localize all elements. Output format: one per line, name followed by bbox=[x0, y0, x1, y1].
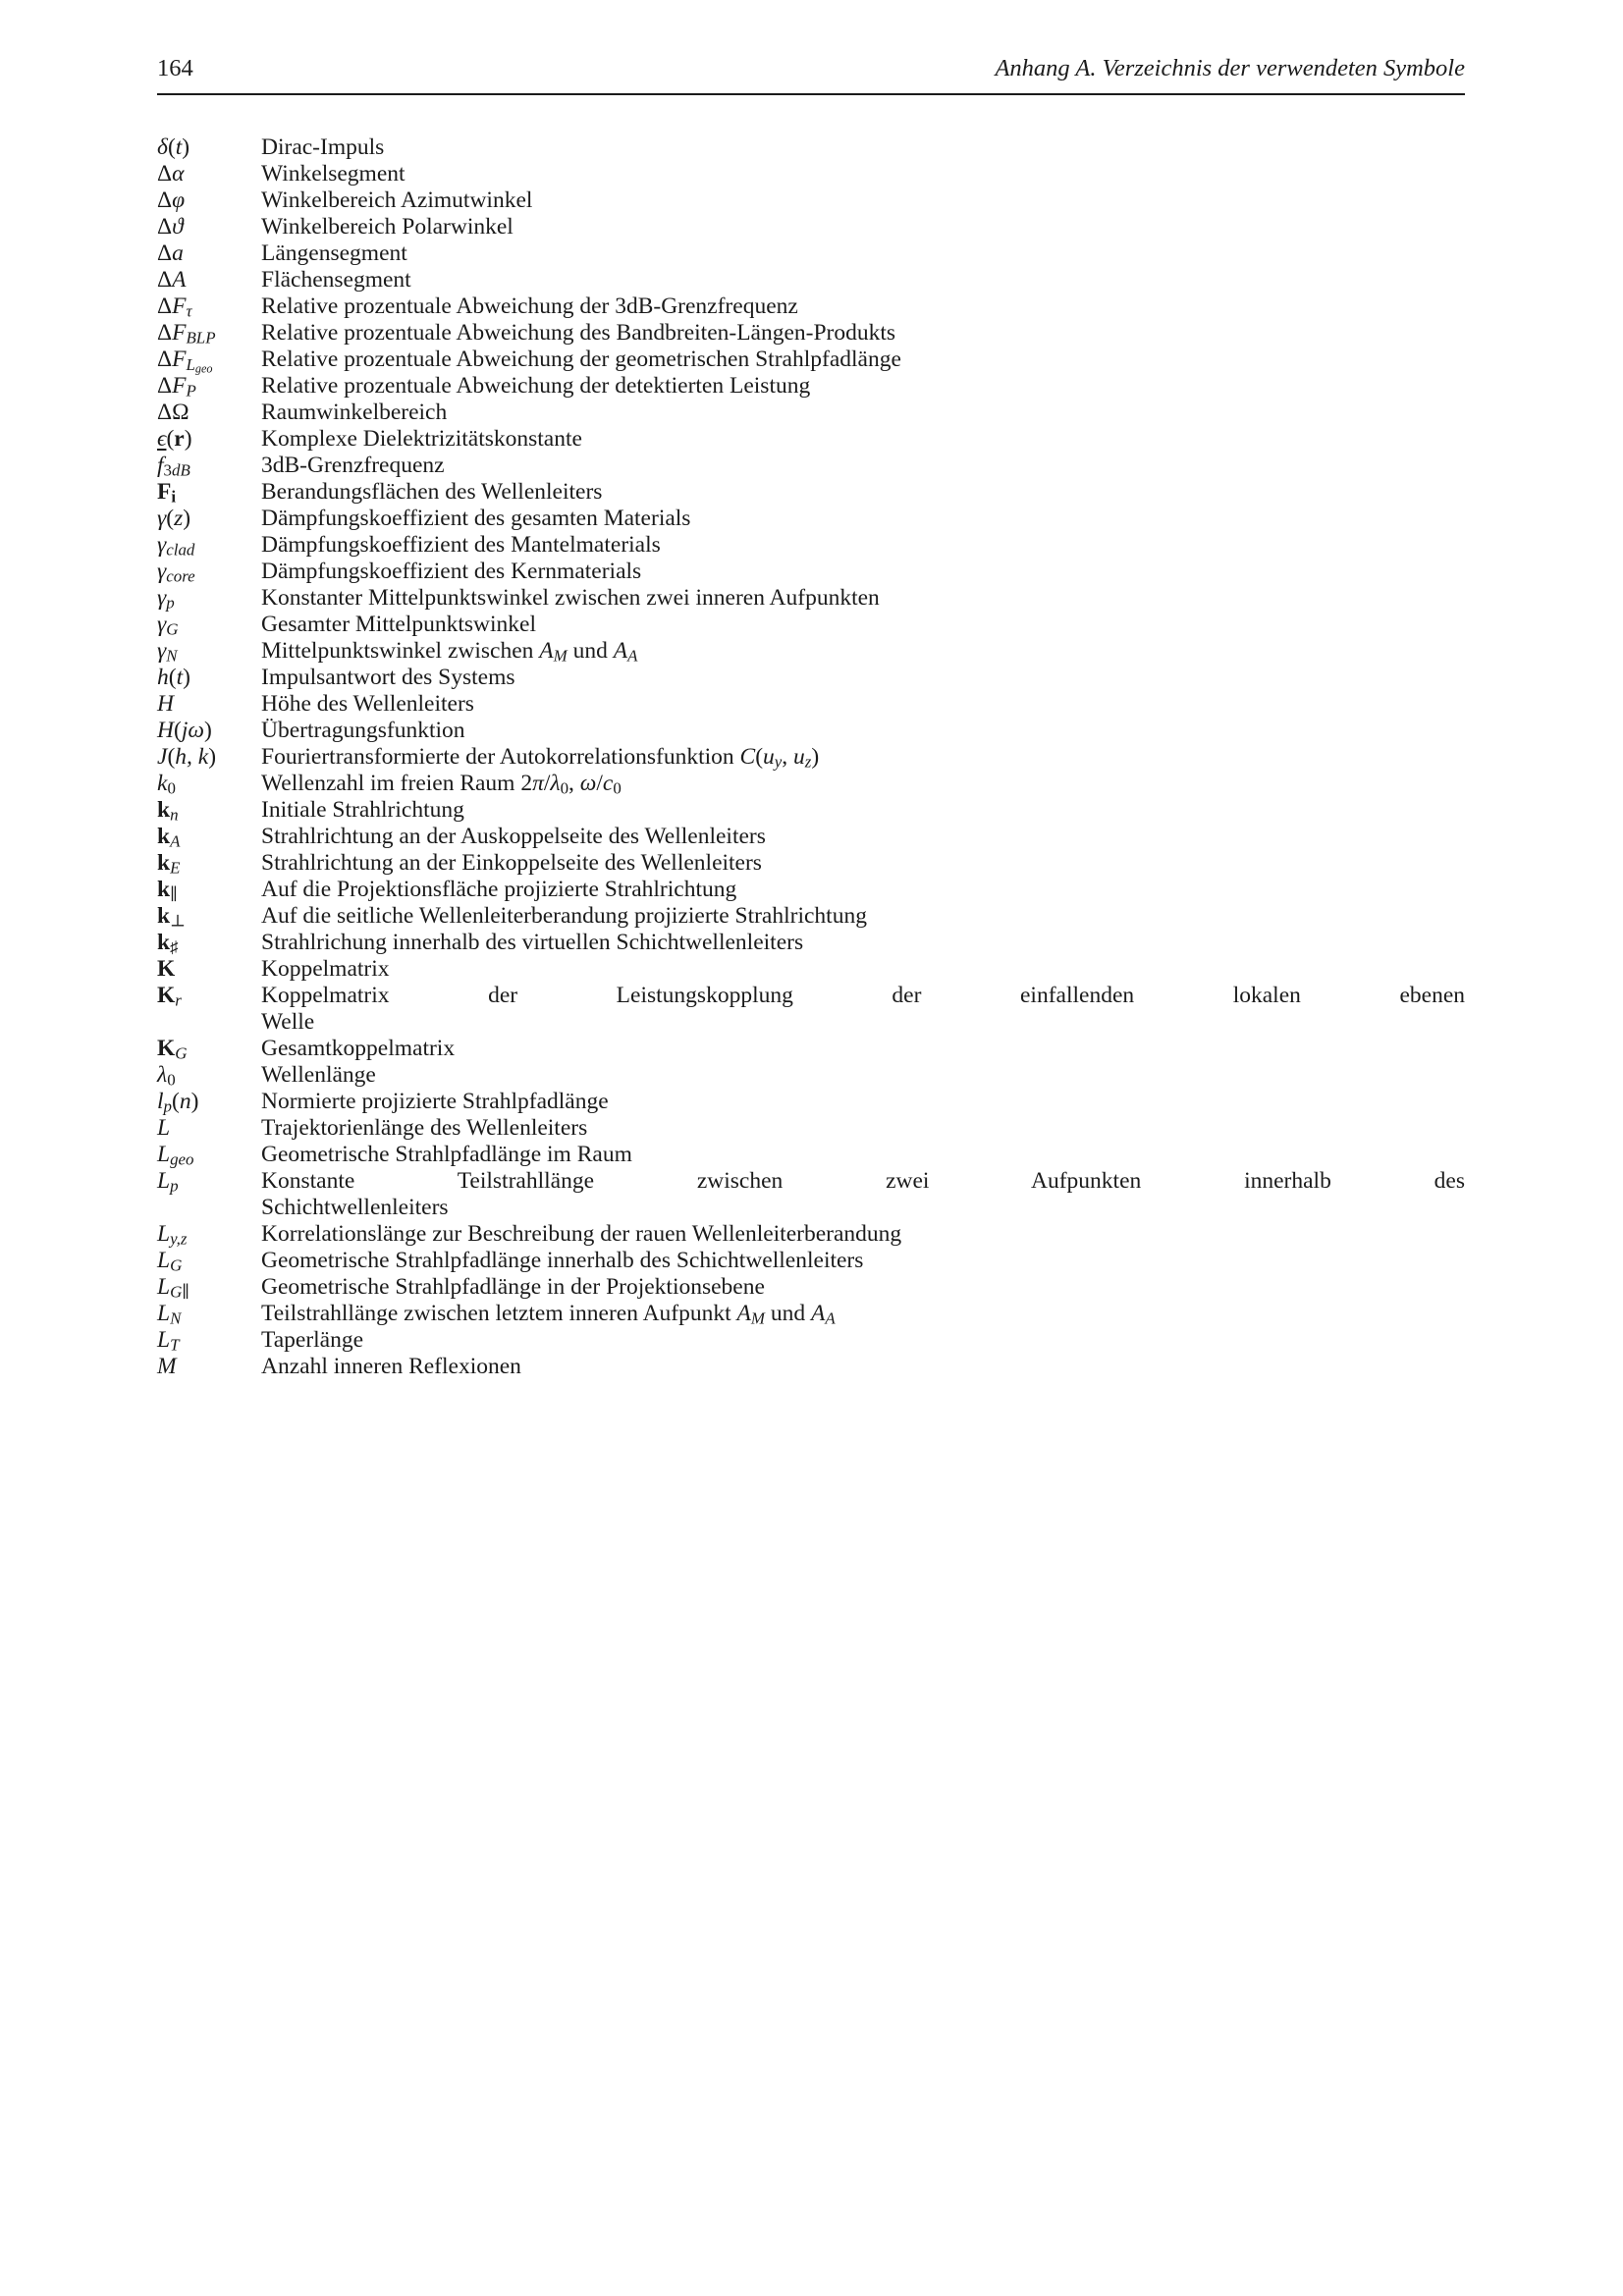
symbol-entry-row bbox=[157, 903, 1465, 930]
symbol: $k_0$ bbox=[157, 771, 176, 798]
symbol-entry-row bbox=[157, 824, 1465, 850]
symbol-entry-row bbox=[157, 1036, 1465, 1062]
symbol-description: Normierte projizierte Strahlpfadlänge bbox=[261, 1089, 609, 1114]
symbol-entry-row bbox=[157, 1115, 1465, 1142]
symbol-entry-row bbox=[157, 294, 1465, 320]
symbol: $k_\perp$ bbox=[157, 903, 186, 931]
symbol: $\Delta F_{L_{geo}}$ bbox=[157, 347, 213, 376]
symbol-description: Anzahl inneren Reflexionen bbox=[261, 1354, 521, 1379]
symbol-entry-row bbox=[157, 983, 1465, 1036]
symbol: $L_{y,z}$ bbox=[157, 1221, 188, 1249]
symbol-entry-row bbox=[157, 638, 1465, 665]
symbol: $\Delta F_\tau$ bbox=[157, 294, 192, 321]
symbol-description: Auf die seitliche Wellenleiterberandung projizierte Strahlrichtung bbox=[261, 903, 867, 929]
symbol-description: Trajektorienlänge des Wellenleiters bbox=[261, 1115, 588, 1141]
symbol-description: Teilstrahllänge zwischen letztem inneren Aufpunkt $A_M$ und $A_A$ bbox=[261, 1301, 836, 1328]
symbol-description: Winkelbereich Polarwinkel bbox=[261, 214, 514, 240]
symbol: L bbox=[157, 1115, 171, 1141]
symbol-description: Geometrische Strahlpfadlänge im Raum bbox=[261, 1142, 632, 1167]
symbol: Δα bbox=[157, 161, 185, 187]
header-rule bbox=[157, 93, 1465, 95]
page-content bbox=[157, 56, 1465, 1380]
symbol: K bbox=[157, 956, 176, 982]
symbol: γ(z) bbox=[157, 506, 191, 531]
symbol-description: Korrelationslänge zur Beschreibung der rauen Wellenleiterberandung bbox=[261, 1221, 902, 1247]
symbol: $\gamma_{core}$ bbox=[157, 559, 195, 586]
symbol: $f_{3dB}$ bbox=[157, 453, 190, 480]
symbol-entry-row bbox=[157, 850, 1465, 877]
page-number: 164 bbox=[157, 55, 193, 81]
symbol-entry-row bbox=[157, 1062, 1465, 1089]
symbol: $l_p(n)$ bbox=[157, 1089, 199, 1116]
symbol-description: Konstanter Mittelpunktswinkel zwischen zwei inneren Aufpunkten bbox=[261, 585, 880, 611]
symbol: Δϑ bbox=[157, 214, 184, 240]
running-title: Anhang A. Verzeichnis der verwendeten Symbole bbox=[995, 55, 1465, 81]
symbol-description: Höhe des Wellenleiters bbox=[261, 691, 474, 717]
symbol-entry-row bbox=[157, 1327, 1465, 1354]
symbol-entry-row bbox=[157, 585, 1465, 612]
symbol-entry-row bbox=[157, 479, 1465, 506]
symbol-description: Relative prozentuale Abweichung des Bandbreiten-Längen-Produkts bbox=[261, 320, 896, 346]
symbol-entry-row bbox=[157, 877, 1465, 903]
symbol-description: Strahlrichtung an der Auskoppelseite des Wellenleiters bbox=[261, 824, 766, 849]
symbol-entry-row bbox=[157, 1301, 1465, 1327]
symbol-list bbox=[157, 134, 1465, 1380]
symbol: H bbox=[157, 691, 174, 717]
symbol-description: Mittelpunktswinkel zwischen $A_M$ und $A_A$ bbox=[261, 638, 638, 666]
symbol-description: Koppelmatrix der Leistungskopplung der einfallenden lokalen ebenen Welle bbox=[261, 983, 1465, 1035]
symbol-entry-row bbox=[157, 214, 1465, 240]
symbol: ΔA bbox=[157, 267, 187, 293]
symbol-entry-row bbox=[157, 320, 1465, 347]
symbol: ϵ(r) bbox=[157, 426, 192, 452]
symbol: $\gamma_{clad}$ bbox=[157, 532, 195, 560]
symbol-description: Relative prozentuale Abweichung der geometrischen Strahlpfadlänge bbox=[261, 347, 901, 372]
symbol-entry-row bbox=[157, 691, 1465, 718]
symbol: J(h, k) bbox=[157, 744, 217, 770]
symbol: $\Delta F_{BLP}$ bbox=[157, 320, 216, 347]
symbol-entry-row bbox=[157, 400, 1465, 426]
symbol-entry-row bbox=[157, 347, 1465, 376]
symbol-description: Geometrische Strahlpfadlänge in der Projektionsebene bbox=[261, 1274, 765, 1300]
symbol-description: Wellenlänge bbox=[261, 1062, 376, 1088]
symbol-description: Geometrische Strahlpfadlänge innerhalb des Schichtwellenleiters bbox=[261, 1248, 864, 1273]
symbol-description: Initiale Strahlrichtung bbox=[261, 797, 464, 823]
symbol: $K_r$ bbox=[157, 983, 182, 1010]
symbol-description: 3dB-Grenzfrequenz bbox=[261, 453, 445, 478]
symbol-entry-row bbox=[157, 930, 1465, 956]
symbol-description: Dämpfungskoeffizient des gesamten Materials bbox=[261, 506, 691, 531]
symbol-description: Berandungsflächen des Wellenleiters bbox=[261, 479, 603, 505]
symbol-description: Konstante Teilstrahllänge zwischen zwei Aufpunkten innerhalb des Schichtwellenleiters bbox=[261, 1168, 1465, 1220]
symbol-entry-row bbox=[157, 797, 1465, 824]
symbol-description: Strahlrichung innerhalb des virtuellen Schichtwellenleiters bbox=[261, 930, 804, 955]
symbol-description: Winkelbereich Azimutwinkel bbox=[261, 187, 533, 213]
symbol-entry-row bbox=[157, 1168, 1465, 1221]
symbol: $\lambda_0$ bbox=[157, 1062, 176, 1090]
symbol-description: Raumwinkelbereich bbox=[261, 400, 448, 425]
symbol: $L_N$ bbox=[157, 1301, 182, 1328]
symbol-entry-row bbox=[157, 506, 1465, 532]
symbol: $L_p$ bbox=[157, 1168, 179, 1196]
symbol: ΔΩ bbox=[157, 400, 189, 425]
symbol-description: Flächensegment bbox=[261, 267, 411, 293]
symbol-entry-row bbox=[157, 559, 1465, 585]
symbol-entry-row bbox=[157, 956, 1465, 983]
symbol-entry-row bbox=[157, 771, 1465, 797]
symbol-description: Gesamter Mittelpunktswinkel bbox=[261, 612, 536, 637]
symbol: $k_A$ bbox=[157, 824, 181, 851]
symbol: $L_G$ bbox=[157, 1248, 183, 1275]
symbol: δ(t) bbox=[157, 134, 190, 160]
symbol-entry-row bbox=[157, 665, 1465, 691]
symbol-entry-row bbox=[157, 267, 1465, 294]
running-header bbox=[157, 56, 1465, 81]
symbol-description: Längensegment bbox=[261, 240, 407, 266]
symbol-description: Komplexe Dielektrizitätskonstante bbox=[261, 426, 582, 452]
symbol-description: Relative prozentuale Abweichung der detektierten Leistung bbox=[261, 373, 811, 399]
symbol-description: Dämpfungskoeffizient des Mantelmaterials bbox=[261, 532, 661, 558]
symbol-entry-row bbox=[157, 373, 1465, 400]
symbol-entry-row bbox=[157, 453, 1465, 479]
symbol-entry-row bbox=[157, 1248, 1465, 1274]
symbol: Δa bbox=[157, 240, 184, 266]
symbol-description: Taperlänge bbox=[261, 1327, 364, 1353]
symbol-entry-row bbox=[157, 612, 1465, 638]
symbol: Δφ bbox=[157, 187, 186, 213]
symbol: H(jω) bbox=[157, 718, 212, 743]
symbol: $k_\parallel$ bbox=[157, 877, 178, 904]
symbol-entry-row bbox=[157, 1274, 1465, 1301]
symbol-entry-row bbox=[157, 134, 1465, 161]
symbol-description: Koppelmatrix bbox=[261, 956, 390, 982]
symbol-description: Gesamtkoppelmatrix bbox=[261, 1036, 456, 1061]
symbol-entry-row bbox=[157, 187, 1465, 214]
symbol-description: Strahlrichtung an der Einkoppelseite des Wellenleiters bbox=[261, 850, 762, 876]
symbol: $\Delta F_P$ bbox=[157, 373, 196, 400]
symbol: $\gamma_N$ bbox=[157, 638, 178, 666]
symbol-entry-row bbox=[157, 161, 1465, 187]
symbol-description: Impulsantwort des Systems bbox=[261, 665, 515, 690]
symbol: $k_E$ bbox=[157, 850, 181, 878]
symbol: $L_{G\parallel}$ bbox=[157, 1274, 190, 1302]
symbol-description: Übertragungsfunktion bbox=[261, 718, 465, 743]
symbol-entry-row bbox=[157, 1089, 1465, 1115]
symbol-entry-row bbox=[157, 426, 1465, 453]
symbol-entry-row bbox=[157, 532, 1465, 559]
symbol-description: Relative prozentuale Abweichung der 3dB-Grenzfrequenz bbox=[261, 294, 798, 319]
symbol: $L_{geo}$ bbox=[157, 1142, 194, 1169]
symbol: M bbox=[157, 1354, 177, 1379]
symbol-entry-row bbox=[157, 718, 1465, 744]
symbol: $k_n$ bbox=[157, 797, 179, 825]
symbol: $K_G$ bbox=[157, 1036, 188, 1063]
symbol-entry-row bbox=[157, 1354, 1465, 1380]
symbol-description: Auf die Projektionsfläche projizierte Strahlrichtung bbox=[261, 877, 737, 902]
symbol: $L_T$ bbox=[157, 1327, 180, 1355]
symbol: $k_♯$ bbox=[157, 930, 179, 957]
symbol: h(t) bbox=[157, 665, 190, 690]
symbol-entry-row bbox=[157, 744, 1465, 771]
symbol-description: Winkelsegment bbox=[261, 161, 406, 187]
symbol-description: Fouriertransformierte der Autokorrelationsfunktion $C(u_y$, $u_z$) bbox=[261, 744, 820, 772]
symbol-entry-row bbox=[157, 240, 1465, 267]
symbol-description: Wellenzahl im freien Raum $2\pi/\lambda_0$, $\omega/c_0$ bbox=[261, 771, 622, 798]
symbol-description: Dirac-Impuls bbox=[261, 134, 385, 160]
symbol-description: Dämpfungskoeffizient des Kernmaterials bbox=[261, 559, 642, 584]
symbol-entry-row bbox=[157, 1142, 1465, 1168]
symbol: $\gamma_p$ bbox=[157, 585, 175, 613]
symbol: $F_i$ bbox=[157, 479, 177, 507]
symbol: $\gamma_G$ bbox=[157, 612, 179, 639]
symbol-entry-row bbox=[157, 1221, 1465, 1248]
